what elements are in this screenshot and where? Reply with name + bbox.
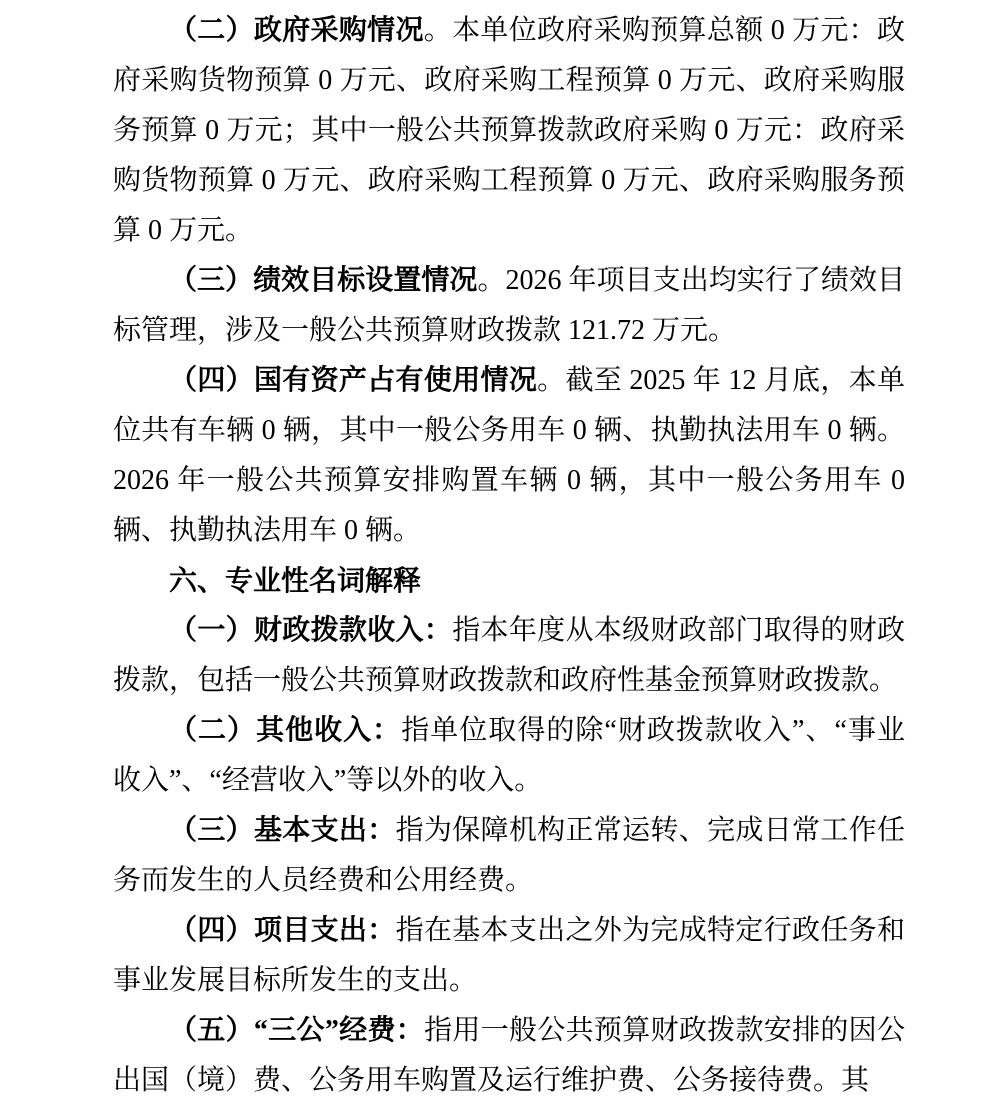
paragraph-term-other-income [113, 706, 905, 806]
paragraph-term-project-expenditure-lead: （四）项目支出： [169, 915, 396, 946]
paragraph-term-three-public-funds-lead: （五）“三公”经费： [169, 1015, 425, 1046]
paragraph-gov-procurement-lead: （二）政府采购情况 [169, 15, 424, 46]
paragraph-performance-targets-body: 。2026 年项目支出均实行了绩效目标管理，涉及一般公共预算财政拨款 121.72 万元。 [113, 265, 905, 346]
paragraph-term-three-public-funds-body: 指用一般公共预算财政拨款安排的因公出国（境）费、公务用车购置及运行维护费、公务接待费。其 [113, 1015, 905, 1096]
paragraph-term-fiscal-appropriation-lead: （一）财政拨款收入： [169, 615, 453, 646]
paragraph-term-basic-expenditure-body: 指为保障机构正常运转、完成日常工作任务而发生的人员经费和公用经费。 [113, 815, 905, 896]
paragraph-term-basic-expenditure [113, 806, 905, 906]
paragraph-gov-procurement-body: 。本单位政府采购预算总额 0 万元：政府采购货物预算 0 万元、政府采购工程预算 0 万元、政府采购服务预算 0 万元；其中一般公共预算拨款政府采购 0 万元：政府采购货物预算 0 万元、政府采购工程预算 0 万元、政府采购服务预算 0 万元。 [113, 15, 905, 246]
paragraph-term-other-income-lead: （二）其他收入： [169, 715, 402, 746]
paragraph-term-project-expenditure-body: 指在基本支出之外为完成特定行政任务和事业发展目标所发生的支出。 [113, 915, 905, 996]
paragraph-state-assets-lead: （四）国有资产占有使用情况 [169, 365, 538, 396]
paragraph-term-fiscal-appropriation-body: 指本年度从本级财政部门取得的财政拨款，包括一般公共预算财政拨款和政府性基金预算财政拨款。 [113, 615, 905, 696]
paragraph-performance-targets-lead: （三）绩效目标设置情况 [169, 265, 478, 296]
paragraph-term-other-income-body: 指单位取得的除“财政拨款收入”、“事业收入”、“经营收入”等以外的收入。 [113, 715, 905, 796]
section-heading-terms: 六、专业性名词解释 [169, 565, 422, 596]
paragraph-term-three-public-funds [113, 1006, 905, 1106]
paragraph-state-assets-body: 。截至 2025 年 12 月底，本单位共有车辆 0 辆，其中一般公务用车 0 辆、执勤执法用车 0 辆。2026 年一般公共预算安排购置车辆 0 辆，其中一般公务用车 0 辆、执勤执法用车 0 辆。 [113, 365, 905, 546]
paragraph-term-project-expenditure [113, 906, 905, 1006]
paragraph-term-fiscal-appropriation [113, 606, 905, 706]
paragraph-gov-procurement [113, 6, 905, 256]
paragraph-state-assets [113, 356, 905, 556]
paragraph-term-basic-expenditure-lead: （三）基本支出： [169, 815, 396, 846]
paragraph-performance-targets [113, 256, 905, 356]
